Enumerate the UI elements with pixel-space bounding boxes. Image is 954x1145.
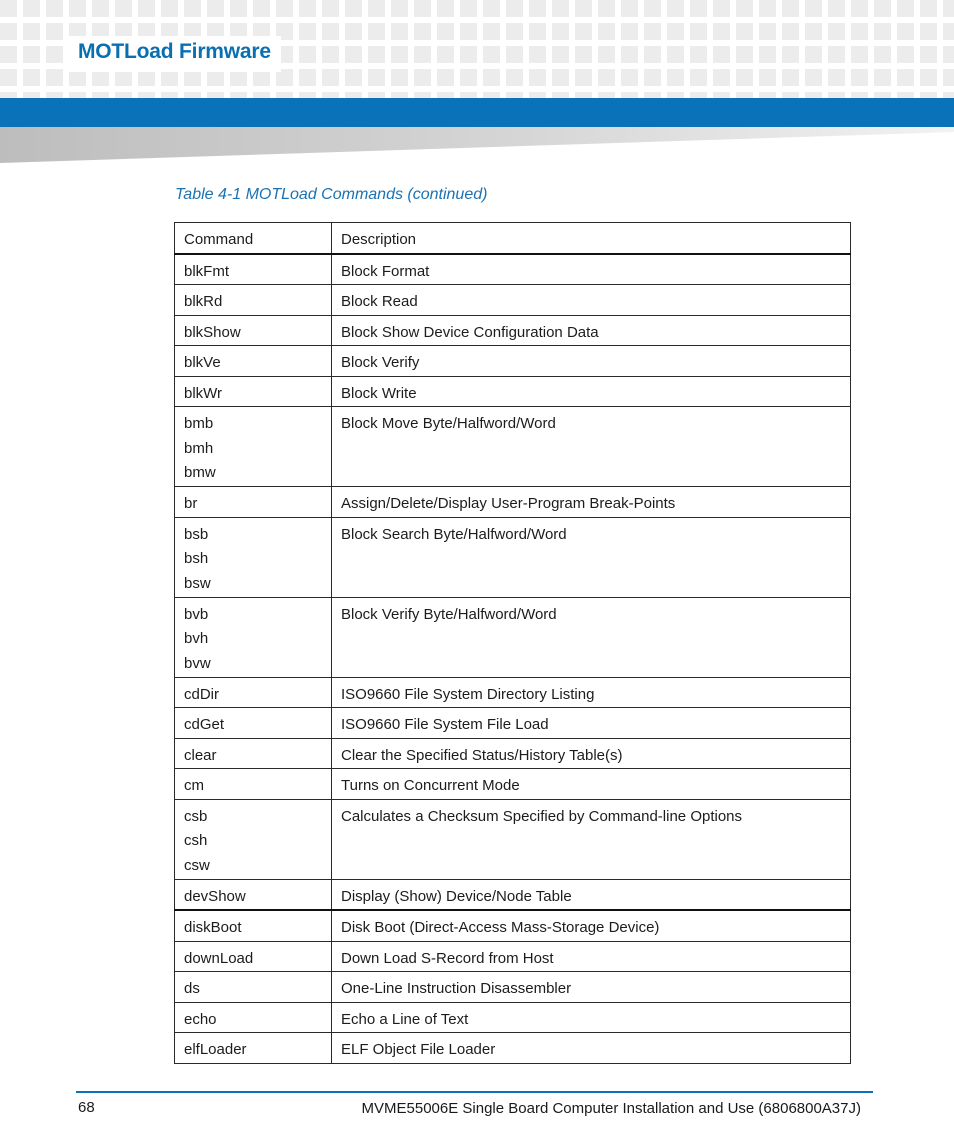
command-name: csb: [184, 807, 208, 825]
command-name: bsw: [184, 574, 211, 592]
page-number: 68: [78, 1099, 95, 1116]
command-name: echo: [184, 1010, 217, 1028]
description-cell: Block Verify Byte/Halfword/Word: [332, 597, 851, 677]
description-cell: Display (Show) Device/Node Table: [332, 879, 851, 910]
description-cell: Block Search Byte/Halfword/Word: [332, 517, 851, 597]
command-name: bmw: [184, 464, 216, 481]
command-cell: [175, 597, 332, 677]
column-header-description: Description: [332, 223, 851, 254]
description-cell: Block Write: [332, 376, 851, 407]
command-name: blkWr: [184, 384, 223, 402]
table-row: [175, 285, 851, 316]
command-cell: [175, 517, 332, 597]
table-row: [175, 769, 851, 800]
description-cell: Clear the Specified Status/History Table(s): [332, 738, 851, 769]
command-name: bsb: [184, 525, 209, 543]
table-row: [175, 407, 851, 487]
command-cell: [175, 941, 332, 972]
command-cell: [175, 677, 332, 708]
description-cell: ISO9660 File System Directory Listing: [332, 677, 851, 708]
command-cell: [175, 407, 332, 487]
command-name: bmb: [184, 415, 214, 432]
table-row: [175, 517, 851, 597]
command-name: cm: [184, 777, 204, 794]
command-name: br: [184, 495, 198, 512]
command-name: bvb: [184, 605, 209, 623]
command-name: blkRd: [184, 293, 223, 310]
table-row: [175, 597, 851, 677]
table-caption: Table 4-1 MOTLoad Commands (continued): [175, 186, 488, 203]
command-cell: [175, 315, 332, 346]
command-name: cdGet: [184, 716, 225, 733]
description-cell: One-Line Instruction Disassembler: [332, 972, 851, 1003]
table-row: [175, 346, 851, 377]
command-name: elfLoader: [184, 1041, 247, 1058]
description-cell: Down Load S-Record from Host: [332, 941, 851, 972]
command-cell: [175, 910, 332, 941]
table-row: [175, 738, 851, 769]
command-name: clear: [184, 746, 217, 764]
description-cell: Echo a Line of Text: [332, 1002, 851, 1033]
table-row: [175, 1033, 851, 1064]
description-cell: ELF Object File Loader: [332, 1033, 851, 1064]
command-cell: [175, 376, 332, 407]
table-row: [175, 315, 851, 346]
description-cell: Block Read: [332, 285, 851, 316]
description-cell: Turns on Concurrent Mode: [332, 769, 851, 800]
command-name: blkFmt: [184, 262, 229, 280]
command-cell: [175, 1033, 332, 1064]
description-cell: Assign/Delete/Display User-Program Break-Points: [332, 487, 851, 518]
description-cell: ISO9660 File System File Load: [332, 708, 851, 739]
command-name: downLoad: [184, 949, 254, 967]
command-cell: [175, 879, 332, 910]
command-name: csw: [184, 856, 210, 874]
description-cell: Block Show Device Configuration Data: [332, 315, 851, 346]
table-row: [175, 708, 851, 739]
header-gray-wedge: [0, 127, 954, 165]
command-cell: [175, 254, 332, 285]
command-name: bsh: [184, 550, 209, 567]
command-cell: [175, 346, 332, 377]
table-row: [175, 677, 851, 708]
table-row: [175, 879, 851, 910]
command-name: blkVe: [184, 354, 221, 371]
footer-rule: [76, 1091, 873, 1093]
command-name: bmh: [184, 439, 214, 457]
table-row: [175, 254, 851, 285]
column-header-command: Command: [175, 223, 332, 254]
command-cell: [175, 972, 332, 1003]
table-header-row: [175, 223, 851, 254]
table-row: [175, 487, 851, 518]
command-name: ds: [184, 980, 200, 997]
motload-commands-table: [174, 222, 851, 1064]
command-name: cdDir: [184, 685, 220, 703]
command-name: blkShow: [184, 323, 241, 341]
command-name: diskBoot: [184, 919, 242, 936]
command-cell: [175, 799, 332, 879]
command-name: bvh: [184, 630, 209, 647]
description-cell: Disk Boot (Direct-Access Mass-Storage Device): [332, 910, 851, 941]
table-row: [175, 910, 851, 941]
command-cell: [175, 738, 332, 769]
description-cell: Block Format: [332, 254, 851, 285]
table-row: [175, 1002, 851, 1033]
table-row: [175, 941, 851, 972]
command-cell: [175, 487, 332, 518]
page-header-title: MOTLoad Firmware: [78, 40, 271, 63]
description-cell: Block Verify: [332, 346, 851, 377]
command-cell: [175, 708, 332, 739]
description-cell: Block Move Byte/Halfword/Word: [332, 407, 851, 487]
command-name: devShow: [184, 887, 246, 905]
command-cell: [175, 1002, 332, 1033]
header-blue-band: [0, 98, 954, 127]
table-row: [175, 799, 851, 879]
description-cell: Calculates a Checksum Specified by Command-line Options: [332, 799, 851, 879]
document-title: MVME55006E Single Board Computer Installation and Use (6806800A37J): [361, 1100, 861, 1117]
table-row: [175, 972, 851, 1003]
command-name: bvw: [184, 654, 211, 672]
command-cell: [175, 769, 332, 800]
command-cell: [175, 285, 332, 316]
command-name: csh: [184, 832, 208, 849]
table-body: [175, 254, 851, 1064]
table-row: [175, 376, 851, 407]
